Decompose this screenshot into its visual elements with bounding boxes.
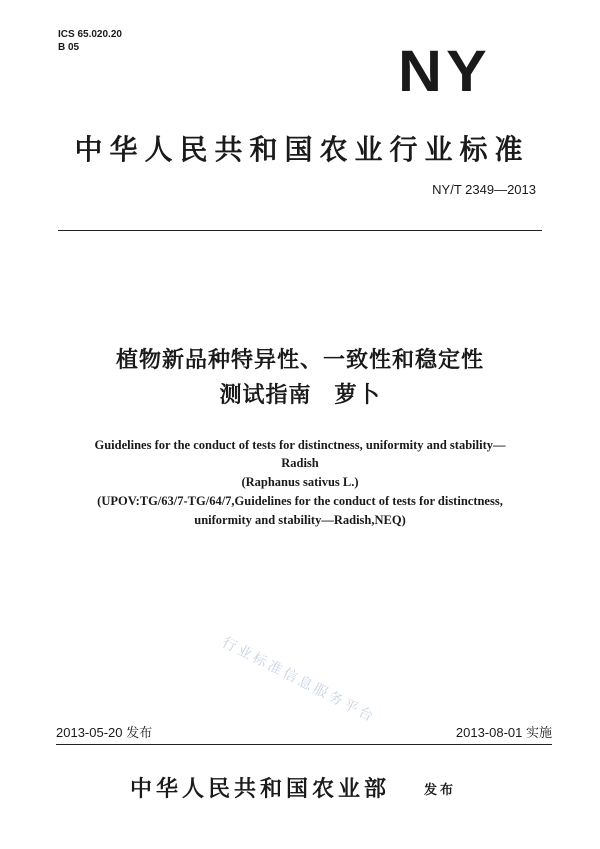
standard-type-title: 中华人民共和国农业行业标准 [74, 133, 530, 166]
issuing-authority: 中华人民共和国农业部 [130, 777, 391, 802]
header-divider [58, 230, 542, 231]
chinese-title-line-2: 测试指南 萝卜 [219, 383, 381, 408]
ics-code: ICS 65.020.20 [58, 29, 122, 40]
issue-date: 2013-05-20 发布 [56, 725, 153, 740]
watermark: 行业标准信息服务平台 [219, 634, 379, 727]
english-title-line-3: (Raphanus sativus L.) [241, 475, 359, 489]
chinese-title-line-1: 植物新品种特异性、一致性和稳定性 [115, 348, 484, 373]
english-title-line-4: (UPOV:TG/63/7-TG/64/7,Guidelines for the conduct of tests for distinctness, [97, 494, 503, 508]
issue-label: 发布 [424, 783, 457, 798]
classification-codes [58, 28, 122, 54]
footer-divider [56, 744, 552, 745]
standard-number: NY/T 2349—2013 [432, 182, 536, 197]
ny-logo: NY [398, 39, 492, 104]
english-title-line-1: Guidelines for the conduct of tests for distinctness, uniformity and stability— [94, 438, 506, 452]
implementation-date: 2013-08-01 实施 [455, 725, 552, 740]
english-title-line-2: Radish [281, 456, 319, 470]
english-title-line-5: uniformity and stability—Radish,NEQ) [194, 513, 406, 527]
ccs-code: B 05 [58, 42, 80, 53]
